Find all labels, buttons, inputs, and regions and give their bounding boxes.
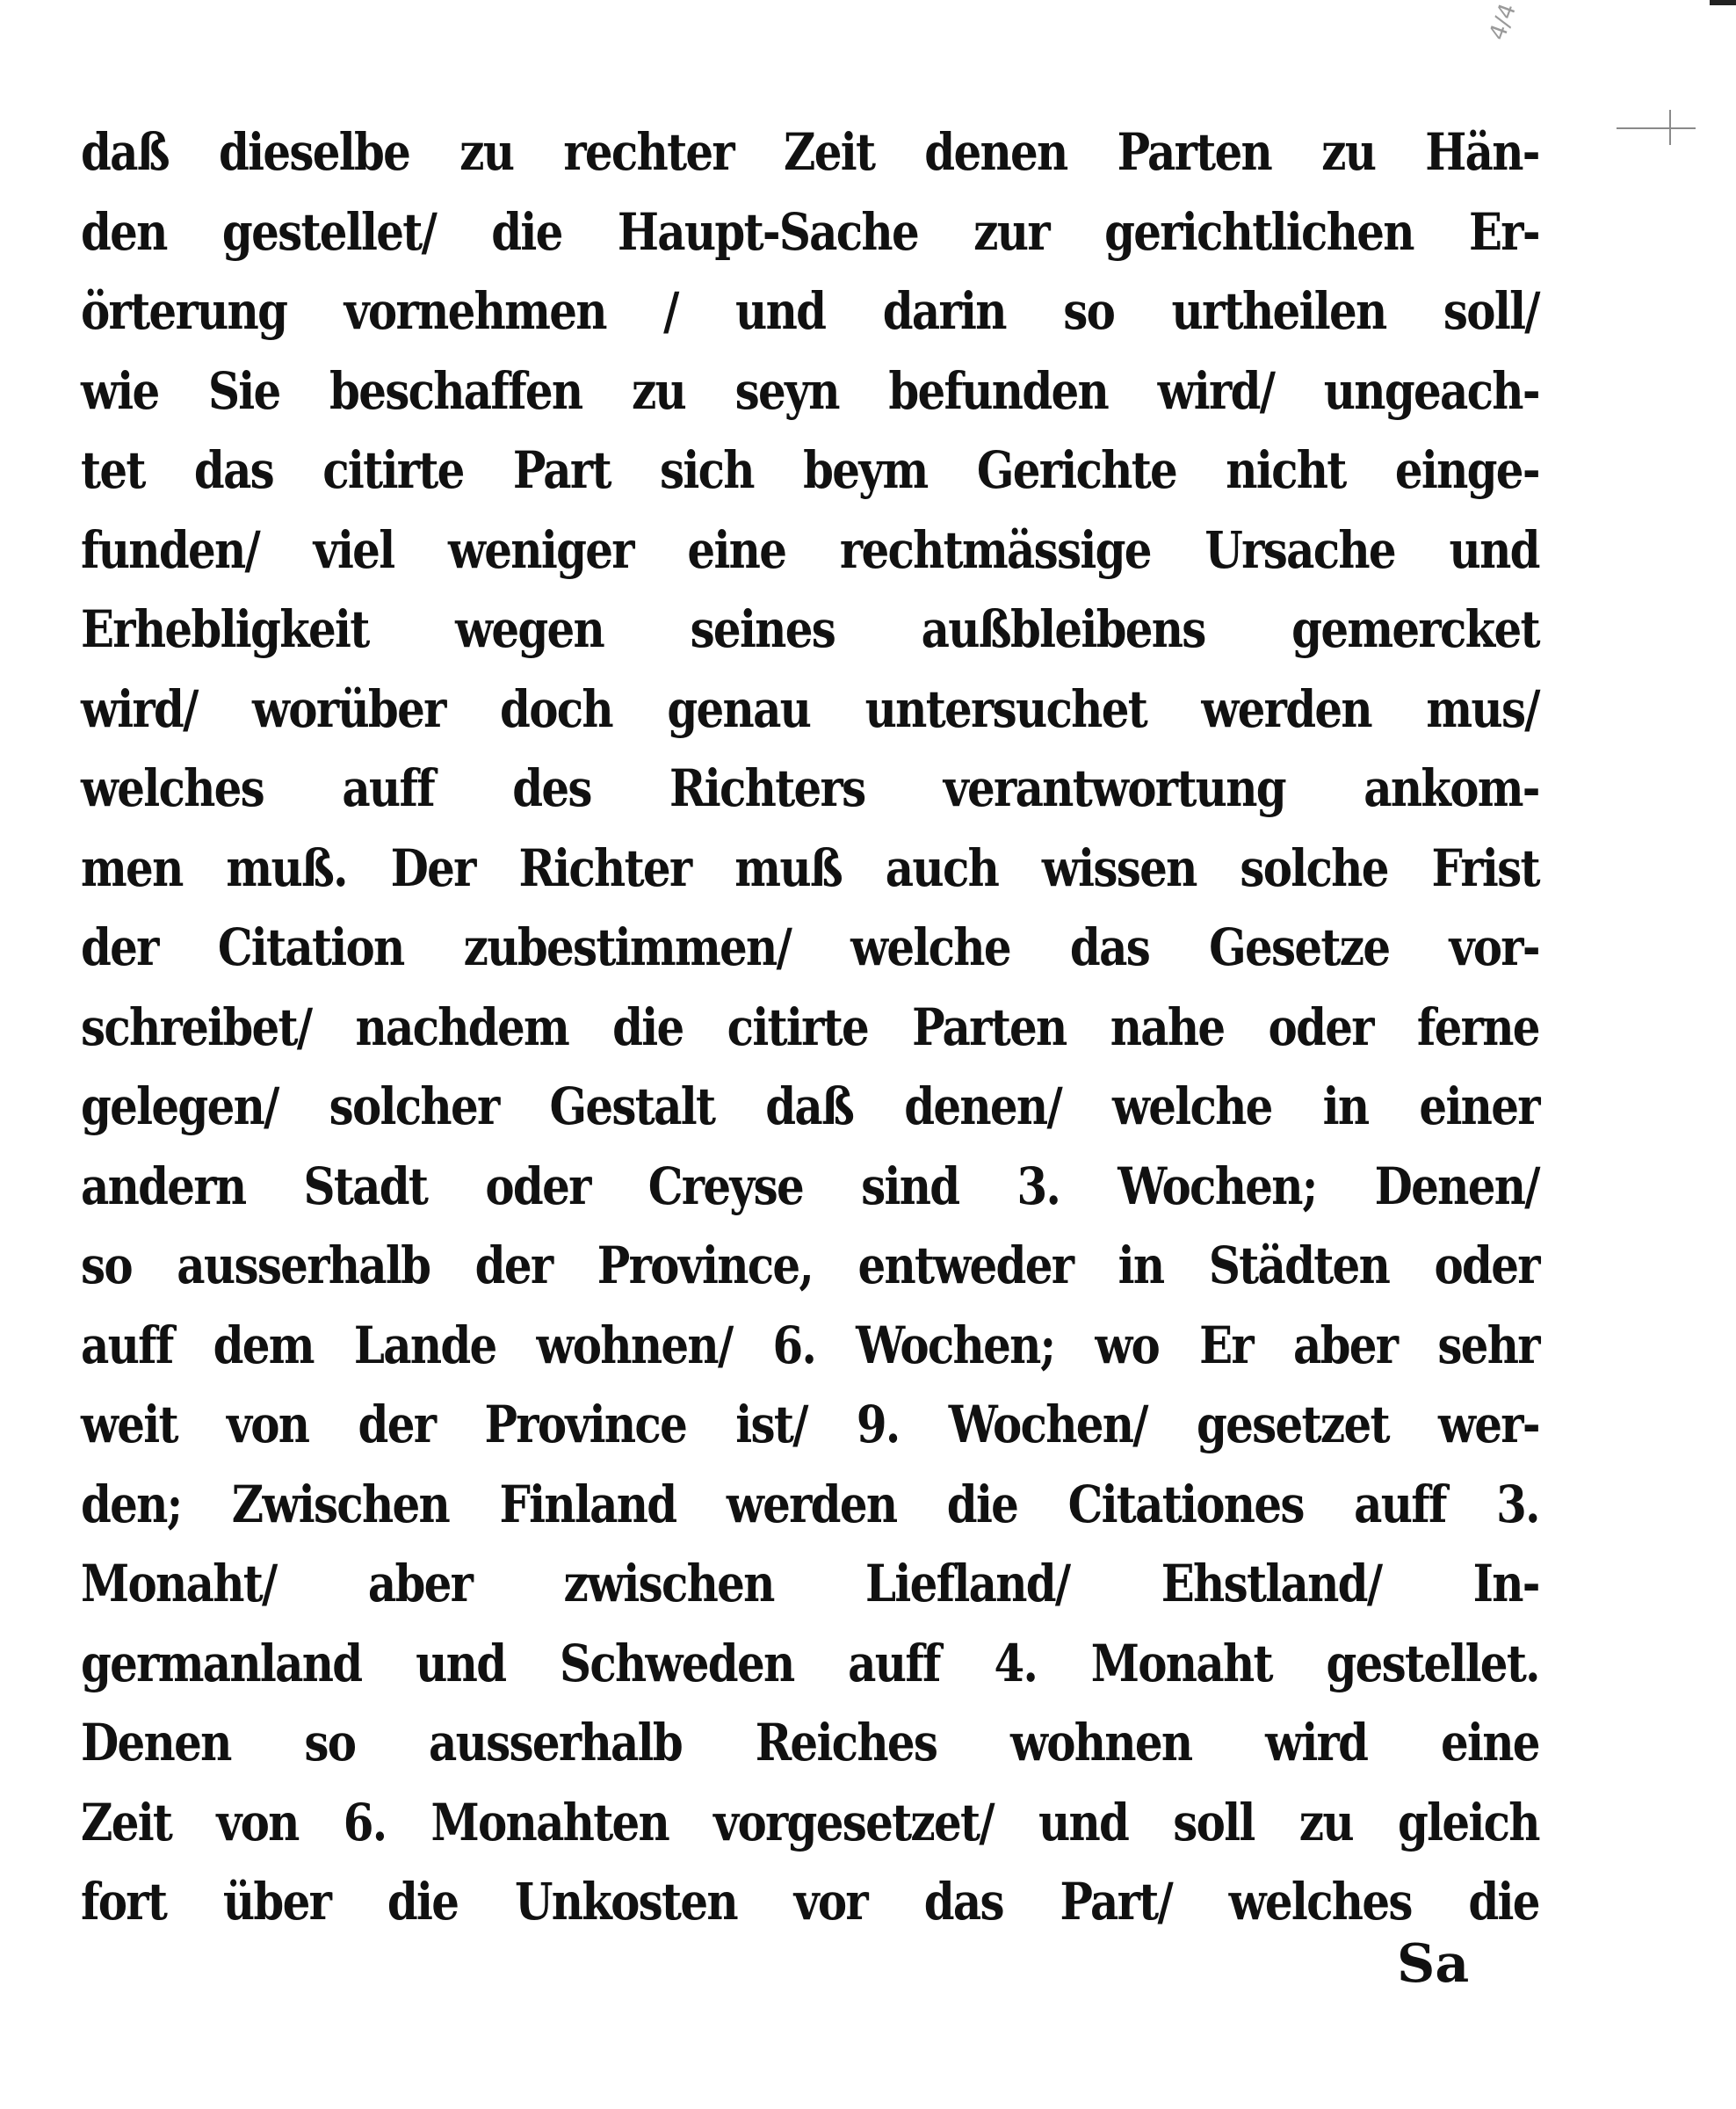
text-line: örterung vornehmen / und darin so urtheilen soll/ — [81, 281, 1539, 341]
body-text — [81, 112, 1539, 1942]
pencil-cross-horizontal — [1617, 127, 1696, 129]
text-line: so ausserhalb der Province, entweder in Städten oder — [81, 1236, 1539, 1295]
text-line: Zeit von 6. Monahten vorgesetzet/ und soll zu gleich — [81, 1792, 1539, 1852]
text-line: funden/ viel weniger eine rechtmässige Ursache und — [81, 519, 1539, 580]
text-line: auff dem Lande wohnen/ 6. Wochen; wo Er aber sehr — [81, 1315, 1539, 1375]
text-line: men muß. Der Richter muß auch wissen solche Frist — [81, 837, 1539, 898]
text-line: wie Sie beschaffen zu seyn befunden wird/ ungeach- — [81, 360, 1539, 421]
text-line: andern Stadt oder Creyse sind 3. Wochen; Denen/ — [81, 1156, 1539, 1216]
text-line: den; Zwischen Finland werden die Citationes auff 3. — [81, 1474, 1539, 1534]
text-line: Denen so ausserhalb Reiches wohnen wird eine — [81, 1713, 1539, 1772]
catchword: Sa — [1397, 1933, 1470, 1995]
pencil-cross-mark — [1617, 110, 1696, 145]
scan-edge-mark — [1710, 0, 1736, 5]
text-line: welches auff des Richters verantwortung ankom- — [81, 758, 1539, 818]
text-line: germanland und Schweden auff 4. Monaht gestellet. — [81, 1633, 1539, 1693]
text-line: tet das citirte Part sich beym Gerichte nicht einge- — [81, 440, 1539, 500]
text-line: wird/ worüber doch genau untersuchet werden mus/ — [81, 678, 1539, 739]
text-line: schreibet/ nachdem die citirte Parten nahe oder ferne — [81, 997, 1539, 1057]
text-line: Monaht/ aber zwischen Liefland/ Ehstland/ In- — [81, 1554, 1539, 1613]
text-line: daß dieselbe zu rechter Zeit denen Parten zu Hän- — [81, 122, 1539, 182]
text-line: gelegen/ solcher Gestalt daß denen/ welche in einer — [81, 1076, 1539, 1136]
text-line: Erhebligkeit wegen seines außbleibens gemercket — [81, 599, 1539, 659]
text-line: der Citation zubestimmen/ welche das Gesetze vor- — [81, 917, 1539, 977]
pencil-folio-note: 4/4 — [1484, 0, 1523, 44]
text-line: den gestellet/ die Haupt-Sache zur gerichtlichen Er- — [81, 201, 1539, 262]
text-line: fort über die Unkosten vor das Part/ welches die — [81, 1872, 1539, 1931]
pencil-cross-vertical — [1669, 110, 1671, 145]
text-line: weit von der Province ist/ 9. Wochen/ gesetzet wer- — [81, 1395, 1539, 1454]
